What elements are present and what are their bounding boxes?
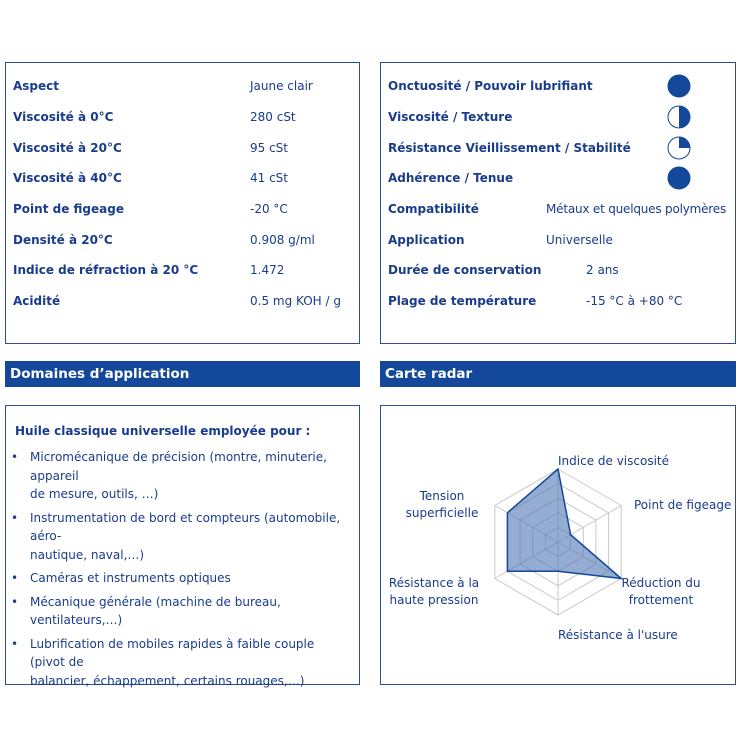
radar-panel <box>380 405 736 685</box>
rating-circle-icon <box>667 136 691 160</box>
rating-label: Résistance Vieillissement / Stabilité <box>388 141 631 155</box>
axis-label-high-pressure: haute pression <box>389 593 479 607</box>
rating-circle-fill <box>668 75 690 97</box>
ratings-panel <box>380 62 736 344</box>
axis-label-wear-resistance: Résistance à l'usure <box>558 628 678 642</box>
list-item <box>6 448 350 504</box>
list-item-line: Lubrification de mobiles rapides à faible couple (pivot de <box>30 636 315 669</box>
list-item <box>6 569 350 588</box>
axis-label-surface-tension: superficielle <box>405 506 479 520</box>
axis-label-high-pressure: Résistance à la <box>388 576 480 590</box>
axis-label-viscosity-index: Indice de viscosité <box>558 454 670 468</box>
applications-header: Domaines d’application <box>5 361 360 387</box>
rating-circle-icon <box>667 74 691 98</box>
list-item-line: nautique, naval,…) <box>30 547 145 562</box>
applications-list <box>6 448 350 695</box>
axis-label-surface-tension: Tension <box>419 489 465 503</box>
rating-label: Adhérence / Tenue <box>388 171 514 185</box>
applications-intro: Huile classique universelle employée pour : <box>15 424 311 438</box>
bullet-icon: • <box>11 571 19 585</box>
rating-circle-fill <box>679 106 690 128</box>
property-value: Jaune clair <box>250 79 313 93</box>
list-item-line: Mécanique générale (machine de bureau, ventilateurs,…) <box>30 594 281 627</box>
property-value: 95 cSt <box>250 141 289 155</box>
bullet-icon: • <box>11 510 19 525</box>
spec-label: Application <box>388 233 465 247</box>
spec-value: -15 °C à +80 °C <box>586 294 683 308</box>
property-label: Indice de réfraction à 20 °C <box>13 263 199 277</box>
radar-header: Carte radar <box>380 361 736 387</box>
applications-panel <box>5 405 360 688</box>
property-value: 1.472 <box>250 263 285 277</box>
property-label: Acidité <box>13 294 61 308</box>
property-value: 41 cSt <box>250 171 289 185</box>
list-item <box>6 509 350 565</box>
rating-label: Onctuosité / Pouvoir lubrifiant <box>388 79 593 93</box>
property-value: 280 cSt <box>250 110 296 124</box>
rating-label: Viscosité / Texture <box>388 110 513 124</box>
radar-data-area <box>507 469 621 579</box>
list-item-line: Caméras et instruments optiques <box>30 571 231 585</box>
spec-label: Compatibilité <box>388 202 479 216</box>
spec-value: Métaux et quelques polymères <box>546 202 727 216</box>
rating-circle-icon <box>667 166 691 190</box>
list-item-line: de mesure, outils, …) <box>30 487 159 501</box>
property-label: Point de figeage <box>13 202 124 216</box>
list-item-line: balancier, échappement, certains rouages,…) <box>30 673 305 688</box>
property-value: 0.908 g/ml <box>250 233 315 247</box>
spec-value: 2 ans <box>586 263 619 277</box>
list-item <box>6 593 350 630</box>
property-label: Viscosité à 0°C <box>13 110 114 124</box>
list-item-line: Micromécanique de précision (montre, minuterie, appareil <box>30 450 327 483</box>
bullet-icon: • <box>11 450 19 464</box>
radar-chart <box>381 406 735 684</box>
property-value: -20 °C <box>250 202 288 216</box>
spec-label: Plage de température <box>388 294 537 308</box>
bullet-icon: • <box>11 594 19 609</box>
axis-label-friction-reduction: Réduction du <box>621 576 701 590</box>
property-label: Viscosité à 40°C <box>13 171 122 185</box>
list-item <box>6 635 350 691</box>
axis-label-pour-point: Point de figeage <box>634 498 732 512</box>
property-label: Viscosité à 20°C <box>13 141 122 155</box>
list-item-line: Instrumentation de bord et compteurs (automobile, aéro- <box>30 510 341 543</box>
properties-panel <box>5 62 360 344</box>
bullet-icon: • <box>11 636 19 651</box>
property-value: 0.5 mg KOH / g <box>250 294 341 308</box>
spec-label: Durée de conservation <box>388 263 542 277</box>
rating-circle-icon <box>667 105 691 129</box>
property-label: Aspect <box>13 79 60 93</box>
rating-circle-fill <box>668 167 690 189</box>
rating-circle-fill <box>679 137 690 148</box>
spec-value: Universelle <box>546 233 613 247</box>
axis-label-friction-reduction: frottement <box>628 593 694 607</box>
property-label: Densité à 20°C <box>13 233 113 247</box>
